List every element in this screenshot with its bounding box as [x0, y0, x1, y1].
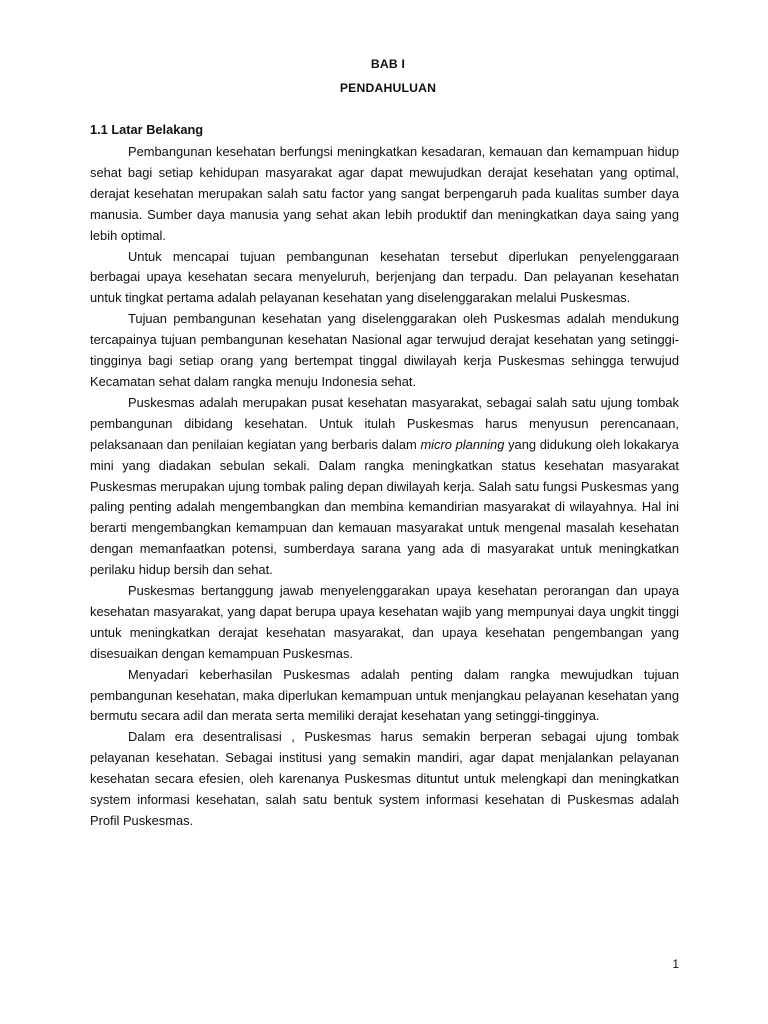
- page-number: 1: [672, 957, 679, 971]
- chapter-title: PENDAHULUAN: [339, 81, 437, 95]
- paragraph-7: [90, 727, 679, 832]
- section-heading: 1.1 Latar Belakang: [90, 122, 204, 137]
- paragraph-text: Dalam era desentralisasi , Puskesmas harus semakin berperan sebagai ujung tombak pelayanan kesehatan. Sebagai institusi yang semakin mandiri, agar dapat menjalankan pelayanan kesehatan secara efesien, oleh karenanya Puskesmas dituntut untuk melengkapi dan meningkatkan system informasi kesehatan, salah satu bentuk system informasi kesehatan di Puskesmas adalah Profil Puskesmas.: [90, 729, 679, 828]
- paragraph-text: Puskesmas adalah merupakan pusat kesehatan masyarakat, sebagai salah satu ujung tombak pembangunan dibidang kesehatan. Untuk itulah Puskesmas harus menyusun perencanaan, pelaksanaan dan penilaian kegiatan yang berbaris dalam: [90, 394, 679, 452]
- chapter-number: BAB I: [370, 57, 406, 71]
- paragraph-1: [90, 142, 679, 247]
- paragraph-text: Pembangunan kesehatan berfungsi meningkatkan kesadaran, kemauan dan kemampuan hidup sehat bagi setiap kehidupan masyarakat agar dapat mewujudkan derajat kesehatan yang optimal, derajat kesehatan merupakan salah satu factor yang sangat berpengaruh pada kualitas sumber daya manusia. Sumber daya manusia yang sehat akan lebih produktif dan meningkatkan daya saing yang lebih optimal.: [90, 144, 679, 243]
- paragraph-text: Puskesmas bertanggung jawab menyelenggarakan upaya kesehatan perorangan dan upaya kesehatan masyarakat, yang dapat berupa upaya kesehatan wajib yang mempunyai daya ungkit tinggi untuk meningkatkan derajat kesehatan masyarakat, dan upaya kesehatan pengembangan yang disesuaikan dengan kemampuan Puskesmas.: [90, 583, 679, 661]
- paragraph-6: [90, 665, 679, 728]
- paragraph-5: [90, 581, 679, 665]
- body-text: [90, 142, 679, 832]
- paragraph-3: [90, 309, 679, 393]
- paragraph-4: [90, 393, 679, 581]
- italic-term: micro planning: [420, 436, 505, 452]
- paragraph-text: Untuk mencapai tujuan pembangunan kesehatan tersebut diperlukan penyelenggaraan berbagai upaya kesehatan secara menyeluruh, berjenjang dan terpadu. Dan pelayanan kesehatan untuk tingkat pertama adalah pelayanan kesehatan yang diselenggarakan melalui Puskesmas.: [90, 248, 679, 306]
- paragraph-text: yang didukung oleh lokakarya mini yang diadakan sebulan sekali. Dalam rangka meningkatkan status kesehatan masyarakat Puskesmas merupakan ujung tombak paling depan diwilayah kerja. Salah satu fungsi Puskesmas yang paling penting adalah mengembangkan dan membina kemandirian masyarakat di wilayahnya. Hal ini berarti mengembangkan kemampuan dan kemauan masyarakat untuk mengenal masalah kesehatan dengan memanfaatkan potensi, sumberdaya sarana yang ada di masyarakat untuk meningkatkan perilaku hidup bersih dan sehat.: [90, 436, 680, 578]
- paragraph-text: Tujuan pembangunan kesehatan yang diselenggarakan oleh Puskesmas adalah mendukung tercapainya tujuan pembangunan kesehatan Nasional agar terwujud derajat kesehatan yang setinggi-tingginya bagi setiap orang yang bertempat tinggal diwilayah kerja Puskesmas sehingga terwujud Kecamatan sehat dalam rangka menuju Indonesia sehat.: [90, 311, 679, 389]
- paragraph-text: Menyadari keberhasilan Puskesmas adalah penting dalam rangka mewujudkan tujuan pembangunan kesehatan, maka diperlukan kemampuan untuk menjangkau pelayanan kesehatan yang bermutu secara adil dan merata serta memiliki derajat kesehatan yang setinggi-tingginya.: [90, 666, 679, 724]
- paragraph-2: [90, 247, 679, 310]
